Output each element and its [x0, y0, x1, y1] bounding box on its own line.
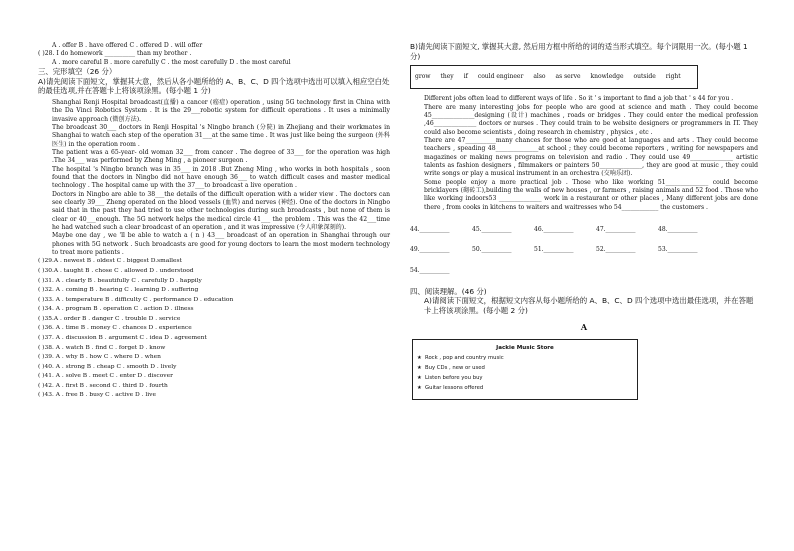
music-store-ad	[412, 339, 638, 401]
store-item-text: Buy CDs , new or used	[425, 365, 485, 372]
cloze-paragraph: The patient was a 65-year- old woman 32___ from cancer . The degree of 33___ for the operation was high .The 34___ was performed by Zheng Ming , a pioneer surgeon .	[52, 148, 390, 165]
fill-in-passage	[410, 95, 758, 212]
cloze-section-title: 三、完形填空（26 分）	[38, 67, 117, 77]
star-icon: ★	[417, 385, 422, 392]
answer-blank[interactable]: 52.__________	[596, 246, 636, 254]
option-row: ( )41. A . solve B . meet C . enter D . discover	[38, 373, 173, 380]
store-item-text: Listen before you buy	[425, 375, 483, 382]
option-row: ( )33. A . temperature B . difficulty C . performance D . education	[38, 296, 234, 303]
reading-section-title: 四、阅读理解。(46 分)	[410, 286, 487, 296]
q27-options: A . offer B . have offered C . offered D . will offer	[52, 42, 203, 49]
left-column	[38, 42, 390, 401]
answer-blank[interactable]: 45.__________	[472, 226, 512, 234]
store-title: Jackie Music Store	[496, 344, 554, 351]
answer-blanks	[410, 226, 758, 275]
answer-blank-row	[410, 267, 758, 275]
word-box-item: knowledge	[590, 73, 624, 81]
fill-in-paragraph: Different jobs often lead to different ways of life . So it ' s important to find a job that ' s 44 for you .	[424, 95, 734, 103]
option-row: ( )36. A . time B . money C . chances D . experience	[38, 325, 192, 332]
store-item-text: Guitar lessons offered	[425, 385, 484, 392]
store-item	[417, 353, 633, 363]
fill-in-paragraph: Some people enjoy a more practical job . Those who like working 51______________ could become bricklayers (砌砖工),building the walls of new houses , or farmers , raising animals and 52 food . Those who like working indoors53 ______________ work in a restaurant or other places , Many different jobs are done there , from cooks in kitchens to waiters and waitresses who 54____________ the customers .	[424, 178, 758, 211]
word-box	[410, 65, 698, 89]
cloze-paragraph: Shanghai Renji Hospital broadcast(直播) a cancer (癌症) operation , using 5G technology first in China with the Da Vinci Robotics System . It is the 29___robotic system for difficult operations . It uses a minimally invasive approach (微创方法).	[52, 98, 390, 123]
answer-blank-row	[410, 246, 758, 254]
star-icon: ★	[417, 365, 422, 372]
word-box-item: could engineer	[477, 73, 524, 81]
answer-blank[interactable]: 49.__________	[410, 246, 450, 254]
answer-blank[interactable]: 50.__________	[472, 246, 512, 254]
answer-blank[interactable]: 44.__________	[410, 226, 450, 234]
option-row: ( )31. A . clearly B . beautifully C . carefully D . happily	[38, 277, 202, 284]
star-icon: ★	[417, 355, 422, 362]
option-row: ( )42. A . first B . second C . third D . fourth	[38, 382, 168, 389]
cloze-paragraph: Maybe one day , we 'll be able to watch a ( n ) 43___ broadcast of an operation in Shanghai through our phones with 5G network . Such broadcasts are good for young doctors to learn the most modern technology to treat more patients .	[52, 232, 390, 257]
word-box-item: also	[533, 73, 546, 81]
answer-blank[interactable]: 53.__________	[658, 246, 698, 254]
option-row: ( )35.A . order B . danger C . trouble D . service	[38, 315, 181, 322]
answer-blank[interactable]: 48.__________	[658, 226, 698, 234]
answer-blank[interactable]: 46.__________	[534, 226, 574, 234]
word-box-item: they	[440, 73, 454, 81]
fill-in-paragraph: There are 47__________many chances for those who are good at languages and arts . They could become teachers , speading 48______________at school ; they could become reporters , writing for newspapers and magazines or making news programs on television and radio . They could use 49______________ artistic talents as fashion designers , filmmakers or painters 50______________, they are good at music , they could write songs or play a musical instrument in an orchestra (交响乐团).	[424, 136, 758, 178]
cloze-paragraph: The hospital 's Ningbo branch was in 35___ in 2018 .But Zheng Ming , who works in both hospitals , soon found that the doctors in Ningbo did not have enough 36___ to watch difficult cases and master medical technology . The hospital came up with the 37___to broadcast a live operation .	[52, 165, 390, 190]
cloze-options-list	[38, 257, 390, 400]
word-box-item: grow	[415, 73, 431, 81]
option-row: ( )38. A . watch B . find C . forget D . know	[38, 344, 166, 351]
q28-options: A . more careful B . more carefully C . the most carefully D . the most careful	[52, 58, 291, 66]
cloze-instructions: A)请先阅读下面短文，掌握其大意，然后从各小题所给的 A、B、C、D 四个选项中选出可以填入相应空白处的最佳选项,并在答题卡上将该项涂黑。(每小题 1 分)	[38, 76, 390, 96]
option-row: ( )43. A . free B . busy C . active D . live	[38, 392, 156, 399]
passage-a-label: A	[580, 321, 588, 332]
answer-blank[interactable]: 51.__________	[534, 246, 574, 254]
reading-instructions: A)请阅读下面短文，根据短文内容从每小题所给的 A、B、C、D 四个选项中选出最佳选项，并在答题卡上将该项涂黑。(每小题 2 分)	[424, 296, 754, 315]
store-item	[417, 383, 633, 393]
store-item-text: Rock , pop and country music	[425, 355, 504, 362]
q28-question: ( )28. I do homework __________ than my brother .	[38, 50, 192, 58]
cloze-paragraph: The broadcast 30___ doctors in Renji Hospital 's Ningbo branch (分院) in Zhejiang and their workmates in Shanghai to watch each step of the operation 31___at the same time . It was just like being the surgeon (外科医生) in the operation room .	[52, 123, 390, 148]
fill-in-paragraph: There are many interesting jobs for people who are good at science and math . They could become 45______________designing (设计) machines , roads or bridges . They could enter the medical profession ,46______________ doctors or nurses . They could train to be website designers or programmers in IT. They could also become scientists , doing research in chemistry , physics , etc .	[424, 103, 758, 136]
option-row: ( )32. A . coming B . hearing C . learning D . suffering	[38, 287, 199, 294]
option-row: ( )30.A . taught B . chose C . allowed D . understood	[38, 268, 194, 274]
word-box-item: as serve	[555, 73, 581, 81]
answer-blank-row	[410, 226, 758, 234]
option-row: ( )39. A . why B . how C . where D . when	[38, 354, 161, 361]
option-row: ( )29.A . newest B . oldest C . biggest D.smallest	[38, 258, 182, 265]
answer-blank[interactable]: 54.__________	[410, 266, 450, 274]
answer-blank[interactable]: 47.__________	[596, 226, 636, 234]
right-column	[410, 42, 758, 400]
cloze-passage	[38, 99, 390, 258]
fill-in-instructions: B)请先阅读下面短文, 掌握其大意, 然后用方框中所给的词的适当形式填空。每个词限用一次。(每小题 1 分)	[410, 42, 748, 61]
word-box-item: if	[463, 73, 468, 81]
cloze-paragraph: Doctors in Ningbo are able to 38___the details of the difficult operation with a wider view . The doctors can see clearly 39___ Zheng operated on the blood vessels (血管) and nerves (神经). One of the doctors in Ningbo said that in the past they had tried to use other technologies during such broadcasts , but none of them is clear or 40___enough. The 5G network helps the medical circle 41___ the problem . This was the 42___time he had watched such a clear broadcast of an operation , and it was impressive (令人印象深刻的).	[52, 190, 390, 232]
store-item	[417, 373, 633, 383]
word-box-item: right	[665, 73, 681, 81]
word-box-item: outside	[633, 73, 656, 81]
option-row: ( )37. A . discussion B . argument C . idea D . agreement	[38, 334, 207, 341]
option-row: ( )34. A . program B . operation C . action D . illness	[38, 306, 194, 313]
store-item	[417, 363, 633, 373]
option-row: ( )40. A . strong B . cheap C . smooth D . lively	[38, 363, 177, 370]
star-icon: ★	[417, 375, 422, 382]
